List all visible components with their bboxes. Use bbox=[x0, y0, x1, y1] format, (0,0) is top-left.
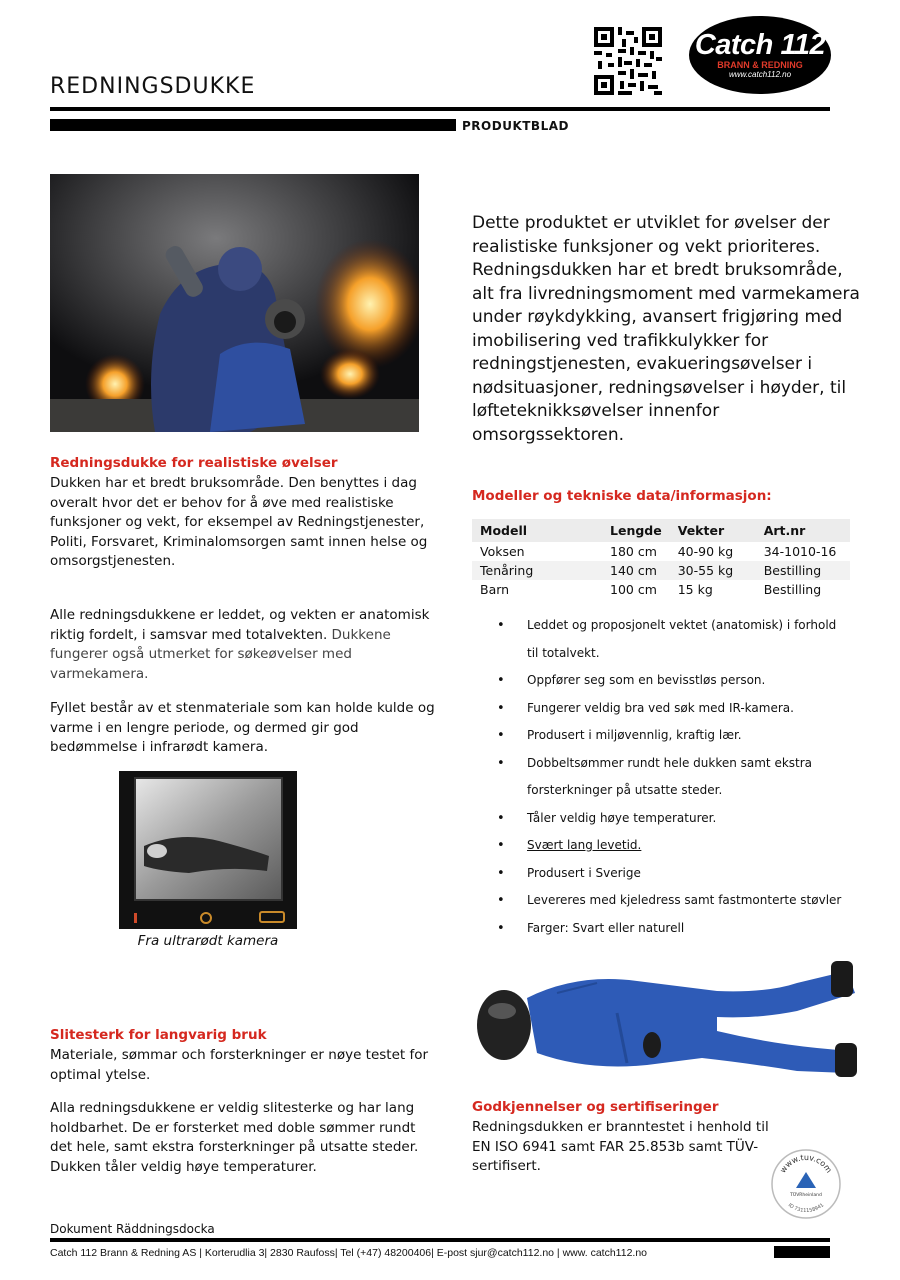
list-item bbox=[497, 805, 867, 833]
rescue-dummy-photo bbox=[467, 953, 860, 1091]
table-cell: 100 cm bbox=[610, 582, 657, 597]
footer-block bbox=[774, 1246, 830, 1258]
list-item-text: Fungerer veldig bra ved søk med IR-kamera. bbox=[527, 700, 794, 715]
column-header: Art.nr bbox=[756, 519, 850, 542]
infrared-camera-photo bbox=[119, 771, 297, 929]
logo-url: www.catch112.no bbox=[728, 70, 792, 79]
list-item bbox=[497, 915, 867, 943]
logo-tagline: BRANN & REDNING bbox=[717, 60, 803, 70]
list-item-text: til totalvekt. bbox=[527, 645, 600, 660]
models-table bbox=[472, 519, 850, 599]
section-paragraph: Fyllet består av et stenmateriale som kan holde kulde og varme i en lengre periode, og dermed gir god bedømmelse i infrarødt kamera. bbox=[50, 700, 435, 755]
list-item-text: Dobbeltsømmer rundt hele dukken samt ekstra bbox=[527, 755, 813, 770]
list-item bbox=[497, 695, 867, 723]
table-cell: 180 cm bbox=[610, 544, 657, 559]
features-list bbox=[497, 612, 867, 942]
section-paragraph: Alla redningsdukkene er veldig slitesterke og har lang holdbarhet. De er forsterket med doble sømmer rundt det hele, samt ekstra forsterkninger på utsatte steder. Dukken tåler veldig høye temperaturer. bbox=[50, 1100, 419, 1175]
list-item bbox=[497, 750, 867, 778]
models-heading: Modeller og tekniske data/informasjon: bbox=[472, 488, 772, 504]
list-item bbox=[497, 860, 867, 888]
list-item bbox=[497, 722, 867, 750]
section-paragraph: Dukken har et bredt bruksområde. Den benyttes i dag overalt hvor det er behov for å øve med realistiske funksjoner og vekt, for eksempel av Redningstjenester, Politi, Forsvaret, Kriminalomsorgen samt innen helse og omsorgstjenesten. bbox=[50, 475, 428, 569]
logo-wordmark: Catch 112 bbox=[694, 29, 826, 61]
paragraph-text-secondary: Dukkene fungerer også utmerket for søkeøvelser med varmekamera. bbox=[50, 626, 391, 682]
qr-code-icon[interactable] bbox=[594, 27, 662, 95]
section-paragraph bbox=[50, 606, 435, 684]
table-row bbox=[472, 542, 850, 561]
list-item bbox=[497, 667, 867, 695]
list-item bbox=[497, 887, 867, 915]
table-cell: Barn bbox=[480, 582, 510, 597]
list-item-text: Leddet og proposjonelt vektet (anatomisk) i forhold bbox=[527, 618, 837, 632]
table-cell: Bestilling bbox=[763, 582, 822, 597]
column-header: Vekter bbox=[670, 519, 756, 542]
table-header-row bbox=[472, 519, 850, 542]
table-cell: 30-55 kg bbox=[670, 561, 756, 580]
list-item-continuation bbox=[497, 640, 867, 668]
header-rule bbox=[50, 107, 830, 111]
intro-paragraph: Dette produktet er utviklet for øvelser der realistiske funksjoner og vekt prioriteres. Redningsdukken har et bredt bruksområde, alt fra livredningsmoment med varmekamera under røykdykking, avansert frigjøring med imobilisering ved trafikkulykker for redningstjenesten, evakueringsøvelser i nødsituasjoner, redningsøvelser i høyder, til løfteteknikksøvelser innenfor omsorgssektoren. bbox=[472, 213, 860, 445]
section-heading-realistic: Redningsdukke for realistiske øvelser bbox=[50, 455, 338, 471]
table-row bbox=[472, 580, 850, 599]
document-type-label: PRODUKTBLAD bbox=[462, 119, 569, 133]
list-item-continuation bbox=[497, 777, 867, 805]
section-paragraph: Materiale, sømmar och forsterkninger er nøye testet for optimal ytelse. bbox=[50, 1047, 429, 1083]
list-item-text: Farger: Svart eller naturell bbox=[527, 920, 685, 935]
list-item-text: forsterkninger på utsatte steder. bbox=[527, 783, 723, 797]
list-item bbox=[497, 612, 867, 640]
footer-contact: Catch 112 Brann & Redning AS | Korterudlia 3| 2830 Raufoss| Tel (+47) 48200406| E-post sjur@catch112.no | www. catch112.no bbox=[50, 1247, 648, 1259]
footer-document-name: Dokument Räddningsdocka bbox=[50, 1222, 215, 1236]
list-item-text: Produsert i Sverige bbox=[527, 865, 641, 880]
footer-rule bbox=[50, 1238, 830, 1242]
list-item-text: Tåler veldig høye temperaturer. bbox=[527, 810, 717, 825]
column-header: Lengde bbox=[602, 519, 670, 542]
table-cell: 40-90 kg bbox=[677, 544, 734, 559]
table-cell: 15 kg bbox=[677, 582, 713, 597]
image-caption: Fra ultrarødt kamera bbox=[137, 933, 279, 949]
badge-top-text: www.tuv.com bbox=[778, 1152, 834, 1175]
list-item-text: Oppfører seg som en bevisstløs person. bbox=[527, 673, 766, 687]
list-item bbox=[497, 832, 867, 860]
catch112-logo[interactable] bbox=[689, 16, 831, 94]
column-header: Modell bbox=[472, 519, 602, 542]
section-heading-durable: Slitesterk for langvarig bruk bbox=[50, 1027, 267, 1043]
header-thick-rule bbox=[50, 119, 456, 131]
table-cell: 140 cm bbox=[602, 561, 670, 580]
table-cell: Bestilling bbox=[756, 561, 850, 580]
approvals-heading: Godkjennelser og sertifiseringer bbox=[472, 1099, 719, 1115]
firefighter-rescue-photo bbox=[50, 174, 419, 432]
badge-id-text: ID 7311158941 bbox=[786, 1202, 826, 1215]
tuv-certification-badge bbox=[770, 1148, 842, 1220]
table-cell: Voksen bbox=[480, 544, 525, 559]
list-item-text: Produsert i miljøvennlig, kraftig lær. bbox=[527, 728, 742, 742]
approvals-text: Redningsdukken er branntestet i henhold til EN ISO 6941 samt FAR 25.853b samt TÜV-sertifisert. bbox=[472, 1119, 769, 1174]
table-cell: Tenåring bbox=[472, 561, 602, 580]
table-row bbox=[472, 561, 850, 580]
list-item-text: Svært lang levetid. bbox=[527, 838, 642, 852]
page-title: REDNINGSDUKKE bbox=[50, 74, 256, 99]
list-item-text: Levereres med kjeledress samt fastmonterte støvler bbox=[527, 893, 842, 907]
paragraph-text: Alle redningsdukkene er leddet, og vekten er anatomisk riktig fordelt, i samsvar med totalvekten. bbox=[50, 607, 430, 643]
table-cell: 34-1010-16 bbox=[763, 544, 837, 559]
badge-mid-text: TÜVRheinland bbox=[790, 1193, 822, 1198]
